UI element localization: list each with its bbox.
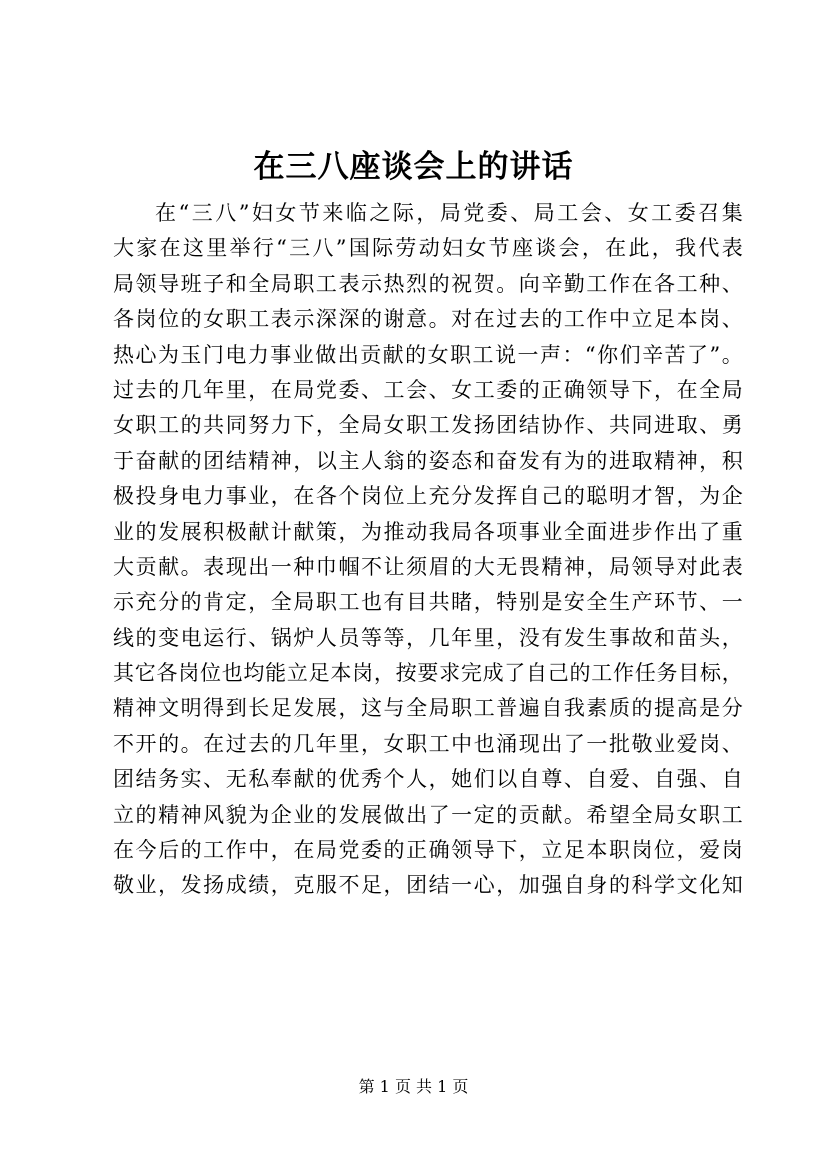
body-line: 极投身电力事业，在各个岗位上充分发挥自己的聪明才智，为企 <box>113 484 743 509</box>
body-line: 示充分的肯定，全局职工也有目共睹，特别是安全生产环节、一 <box>113 590 743 615</box>
body-line: 女职工的共同努力下，全局女职工发扬团结协作、共同进取、勇 <box>113 413 743 438</box>
body-line: 局领导班子和全局职工表示热烈的祝贺。向辛勤工作在各工种、 <box>113 271 743 296</box>
body-line: 过去的几年里，在局党委、工会、女工委的正确领导下，在全局 <box>113 377 743 402</box>
document-body <box>113 196 743 904</box>
body-line: 在今后的工作中，在局党委的正确领导下，立足本职岗位，爱岗 <box>113 838 743 863</box>
document-title: 在三八座谈会上的讲话 <box>253 149 574 185</box>
body-line: 热心为玉门电力事业做出贡献的女职工说一声：“你们辛苦了”。 <box>113 342 743 367</box>
page-footer: 第 1 页 共 1 页 <box>358 1077 469 1096</box>
body-line: 团结务实、无私奉献的优秀个人，她们以自尊、自爱、自强、自 <box>113 767 743 792</box>
body-line: 业的发展积极献计献策，为推动我局各项事业全面进步作出了重 <box>113 519 743 544</box>
body-line: 各岗位的女职工表示深深的谢意。对在过去的工作中立足本岗、 <box>113 307 743 332</box>
body-line: 线的变电运行、锅炉人员等等，几年里，没有发生事故和苗头， <box>113 625 743 650</box>
body-line: 精神文明得到长足发展，这与全局职工普遍自我素质的提高是分 <box>113 696 743 721</box>
body-line: 在“三八”妇女节来临之际，局党委、局工会、女工委召集 <box>155 201 743 225</box>
body-line: 大家在这里举行“三八”国际劳动妇女节座谈会，在此，我代表 <box>113 236 743 261</box>
body-line: 不开的。在过去的几年里，女职工中也涌现出了一批敬业爱岗、 <box>113 731 743 756</box>
body-line: 其它各岗位也均能立足本岗，按要求完成了自己的工作任务目标， <box>113 661 743 686</box>
body-line: 大贡献。表现出一种巾帼不让须眉的大无畏精神，局领导对此表 <box>113 554 743 579</box>
body-line: 立的精神风貌为企业的发展做出了一定的贡献。希望全局女职工 <box>113 802 743 827</box>
body-line: 敬业，发扬成绩，克服不足，团结一心，加强自身的科学文化知 <box>113 873 743 898</box>
body-line: 于奋献的团结精神，以主人翁的姿态和奋发有为的进取精神，积 <box>113 448 743 473</box>
